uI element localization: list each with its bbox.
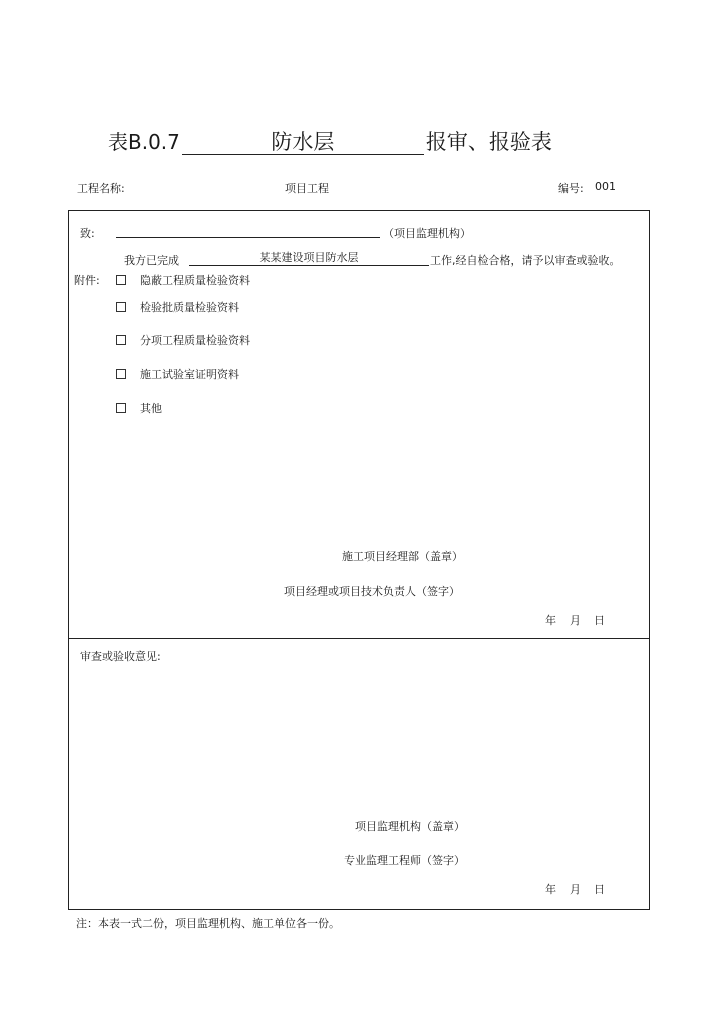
- review-date-month: 月: [570, 883, 581, 896]
- footnote: 注：本表一式二份，项目监理机构、施工单位各一份。: [76, 917, 340, 930]
- attachment-item: [116, 366, 239, 382]
- attachment-item-label: 其他: [140, 402, 162, 415]
- submission-date-month: 月: [570, 614, 581, 627]
- statement-suffix: 工作,经自检合格，请予以审查或验收。: [430, 254, 621, 267]
- attachment-item: [116, 400, 162, 416]
- to-label: 致:: [80, 227, 95, 240]
- supervisor-org-stamp: 项目监理机构（盖章）: [355, 820, 465, 833]
- review-opinion-label: 审查或验收意见:: [80, 650, 161, 663]
- checkbox[interactable]: [116, 275, 126, 285]
- checkbox[interactable]: [116, 369, 126, 379]
- supervisor-org-hint: （项目监理机构）: [383, 227, 471, 240]
- submission-date-year: 年: [545, 614, 556, 627]
- contractor-dept-stamp: 施工项目经理部（盖章）: [342, 550, 463, 563]
- project-name-value[interactable]: 项目工程: [285, 182, 329, 195]
- attachment-item-label: 检验批质量检验资料: [140, 301, 239, 314]
- submission-date-day: 日: [594, 614, 605, 627]
- statement-prefix: 我方已完成: [124, 254, 179, 267]
- to-recipient-field[interactable]: [116, 224, 380, 238]
- review-date-day: 日: [594, 883, 605, 896]
- attachment-item-label: 分项工程质量检验资料: [140, 334, 250, 347]
- project-name-label: 工程名称:: [77, 182, 125, 195]
- checkbox[interactable]: [116, 403, 126, 413]
- serial-value[interactable]: 001: [595, 180, 616, 193]
- attachment-item: [116, 332, 250, 348]
- form-title: [108, 126, 552, 156]
- section-divider: [69, 638, 649, 639]
- attachment-item: [116, 272, 250, 288]
- checkbox[interactable]: [116, 335, 126, 345]
- checkbox[interactable]: [116, 302, 126, 312]
- form-title-suffix: 报审、报验表: [425, 130, 552, 154]
- form-title-prefix: 表B.0.7: [108, 130, 180, 154]
- attachment-item: [116, 299, 239, 315]
- contractor-signer: 项目经理或项目技术负责人（签字）: [284, 585, 460, 598]
- review-date-year: 年: [545, 883, 556, 896]
- serial-label: 编号:: [558, 182, 584, 195]
- attachment-item-label: 施工试验室证明资料: [140, 368, 239, 381]
- attachment-item-label: 隐蔽工程质量检验资料: [140, 274, 250, 287]
- attachment-label: 附件:: [74, 274, 100, 287]
- statement-item-field[interactable]: 某某建设项目防水层: [189, 251, 429, 266]
- form-title-work-item[interactable]: 防水层: [182, 130, 424, 155]
- supervisor-signer: 专业监理工程师（签字）: [344, 854, 465, 867]
